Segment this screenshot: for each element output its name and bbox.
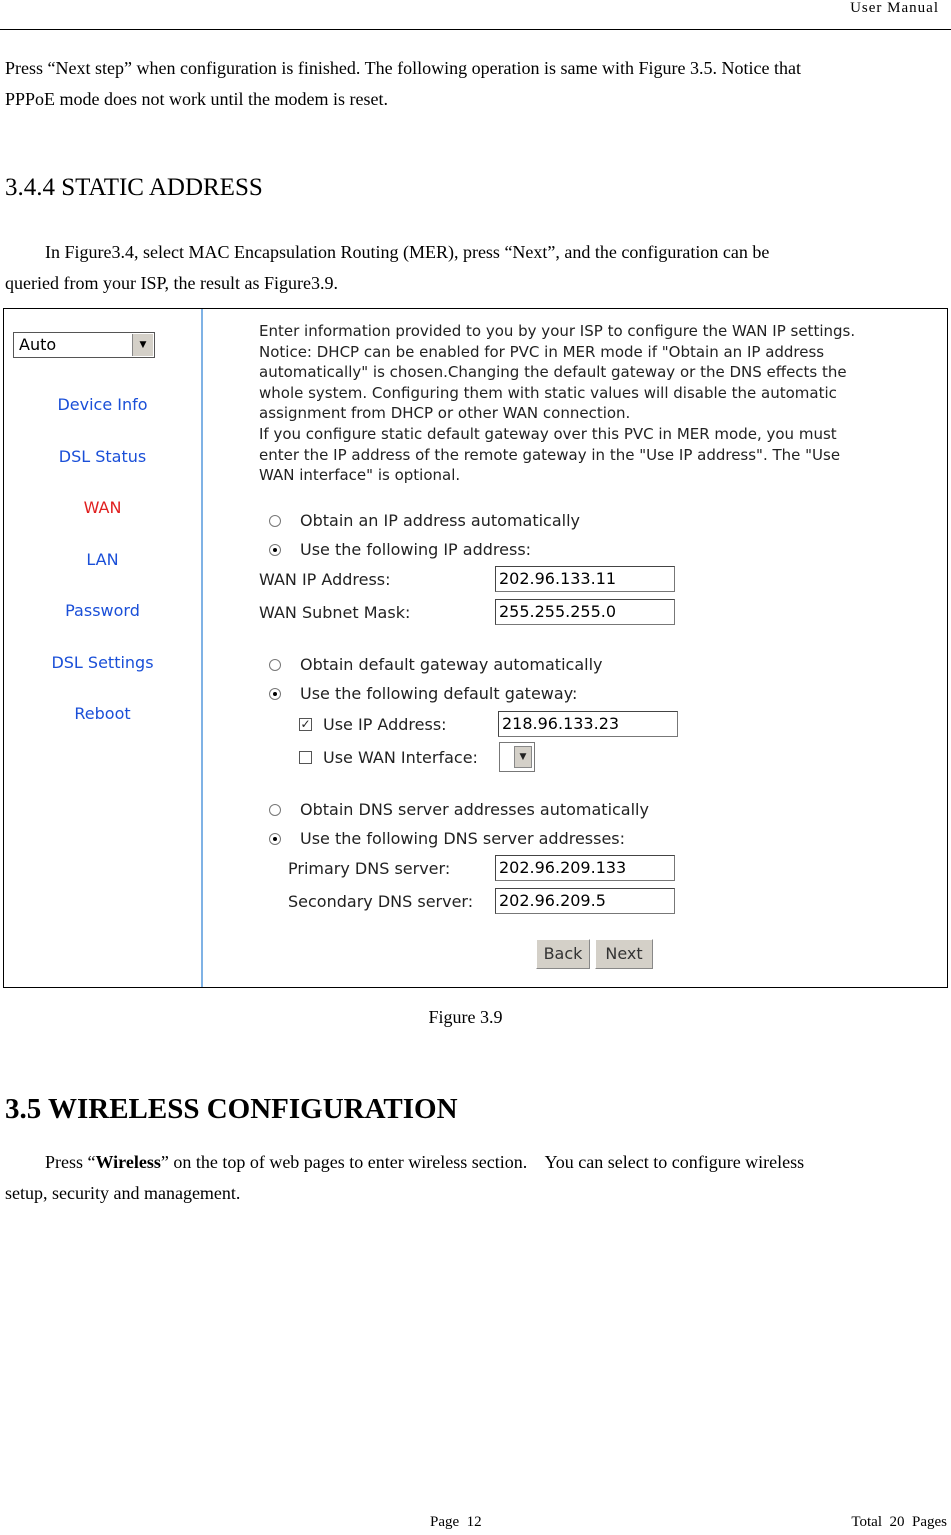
sidebar-item-lan[interactable]: LAN bbox=[86, 550, 119, 569]
mode-select[interactable] bbox=[13, 332, 155, 358]
wan-ip-label: WAN IP Address: bbox=[259, 570, 391, 589]
gateway-manual-radio[interactable] bbox=[269, 688, 281, 700]
ip-manual-radio[interactable] bbox=[269, 544, 281, 556]
page-number: Page 12 bbox=[430, 1514, 482, 1530]
dns-auto-label: Obtain DNS server addresses automatically bbox=[300, 800, 649, 819]
header-divider bbox=[0, 29, 951, 30]
instruction-line: whole system. Configuring them with static values will disable the automatic bbox=[259, 383, 837, 402]
static-address-paragraph bbox=[5, 237, 769, 299]
use-ip-label: Use IP Address: bbox=[323, 715, 447, 734]
gateway-manual-label: Use the following default gateway: bbox=[300, 684, 578, 703]
sidebar bbox=[4, 309, 203, 987]
chevron-down-icon[interactable]: ▼ bbox=[132, 334, 153, 356]
use-ip-checkbox[interactable]: ✓ bbox=[300, 717, 311, 731]
wan-settings-panel bbox=[259, 309, 947, 987]
section-heading-static-address: 3.4.4 STATIC ADDRESS bbox=[5, 174, 263, 201]
wireless-line-1-pre: Press “ bbox=[45, 1152, 96, 1172]
gateway-ip-input[interactable]: 218.96.133.23 bbox=[498, 711, 678, 737]
wireless-paragraph bbox=[5, 1147, 804, 1209]
intro-line-1: Press “Next step” when configuration is finished. The following operation is same with Figure 3.5. Notice that bbox=[5, 58, 802, 78]
ip-auto-label: Obtain an IP address automatically bbox=[300, 511, 581, 530]
figure-caption: Figure 3.9 bbox=[428, 1007, 503, 1027]
secondary-dns-label: Secondary DNS server: bbox=[288, 892, 474, 911]
sidebar-item-dsl-settings[interactable]: DSL Settings bbox=[51, 653, 154, 672]
wan-subnet-mask-label: WAN Subnet Mask: bbox=[259, 603, 411, 622]
instruction-line: enter the IP address of the remote gateway in the "Use IP address". The "Use bbox=[259, 445, 841, 464]
gateway-auto-radio[interactable] bbox=[269, 659, 281, 671]
dns-manual-radio[interactable] bbox=[269, 833, 281, 845]
back-button[interactable]: Back bbox=[536, 939, 590, 969]
section-heading-wireless: 3.5 WIRELESS CONFIGURATION bbox=[5, 1093, 458, 1125]
intro-line-2: PPPoE mode does not work until the modem is reset. bbox=[5, 89, 388, 109]
wireless-line-2: setup, security and management. bbox=[5, 1183, 241, 1203]
wireless-line-1 bbox=[5, 1147, 804, 1178]
instruction-line: WAN interface" is optional. bbox=[259, 466, 461, 485]
use-wan-interface-checkbox[interactable] bbox=[299, 751, 312, 764]
primary-dns-input[interactable]: 202.96.209.133 bbox=[495, 855, 675, 881]
next-button[interactable]: Next bbox=[595, 939, 653, 969]
gateway-auto-label: Obtain default gateway automatically bbox=[300, 655, 603, 674]
secondary-dns-input[interactable]: 202.96.209.5 bbox=[495, 888, 675, 914]
use-wan-interface-label: Use WAN Interface: bbox=[323, 748, 478, 767]
sidebar-item-dsl-status[interactable]: DSL Status bbox=[58, 447, 147, 466]
dns-auto-radio[interactable] bbox=[269, 804, 281, 816]
header-title: User Manual bbox=[850, 0, 939, 16]
static-address-line-1: In Figure3.4, select MAC Encapsulation Routing (MER), press “Next”, and the configuration can be bbox=[45, 242, 770, 262]
wireless-line-1-post: ” on the top of web pages to enter wireless section. You can select to configure wireless bbox=[160, 1152, 805, 1172]
instruction-line: Notice: DHCP can be enabled for PVC in MER mode if "Obtain an IP address bbox=[259, 342, 825, 361]
instruction-line: assignment from DHCP or other WAN connection. bbox=[259, 404, 631, 423]
wan-ip-input[interactable]: 202.96.133.11 bbox=[495, 566, 675, 592]
instructions-text bbox=[259, 321, 939, 486]
instruction-line: If you configure static default gateway over this PVC in MER mode, you must bbox=[259, 424, 837, 443]
intro-paragraph bbox=[5, 53, 801, 115]
wan-subnet-mask-input[interactable]: 255.255.255.0 bbox=[495, 599, 675, 625]
wan-interface-select[interactable] bbox=[499, 742, 535, 772]
sidebar-item-device-info[interactable]: Device Info bbox=[57, 395, 148, 414]
chevron-down-icon[interactable]: ▼ bbox=[514, 746, 532, 768]
ip-auto-radio[interactable] bbox=[269, 515, 281, 527]
instruction-line: automatically" is chosen.Changing the default gateway or the DNS effects the bbox=[259, 363, 847, 382]
sidebar-item-password[interactable]: Password bbox=[65, 601, 140, 620]
mode-select-value: Auto bbox=[19, 335, 57, 354]
instruction-line: Enter information provided to you by your ISP to configure the WAN IP settings. bbox=[259, 322, 856, 340]
figure-screenshot bbox=[3, 308, 948, 988]
ip-manual-label: Use the following IP address: bbox=[300, 540, 532, 559]
dns-manual-label: Use the following DNS server addresses: bbox=[300, 829, 626, 848]
wireless-keyword: Wireless bbox=[95, 1152, 161, 1172]
sidebar-item-reboot[interactable]: Reboot bbox=[74, 704, 131, 723]
static-address-line-2: queried from your ISP, the result as Figure3.9. bbox=[5, 273, 338, 293]
sidebar-item-wan[interactable]: WAN bbox=[83, 498, 122, 517]
total-pages: Total 20 Pages bbox=[851, 1514, 947, 1530]
primary-dns-label: Primary DNS server: bbox=[288, 859, 451, 878]
